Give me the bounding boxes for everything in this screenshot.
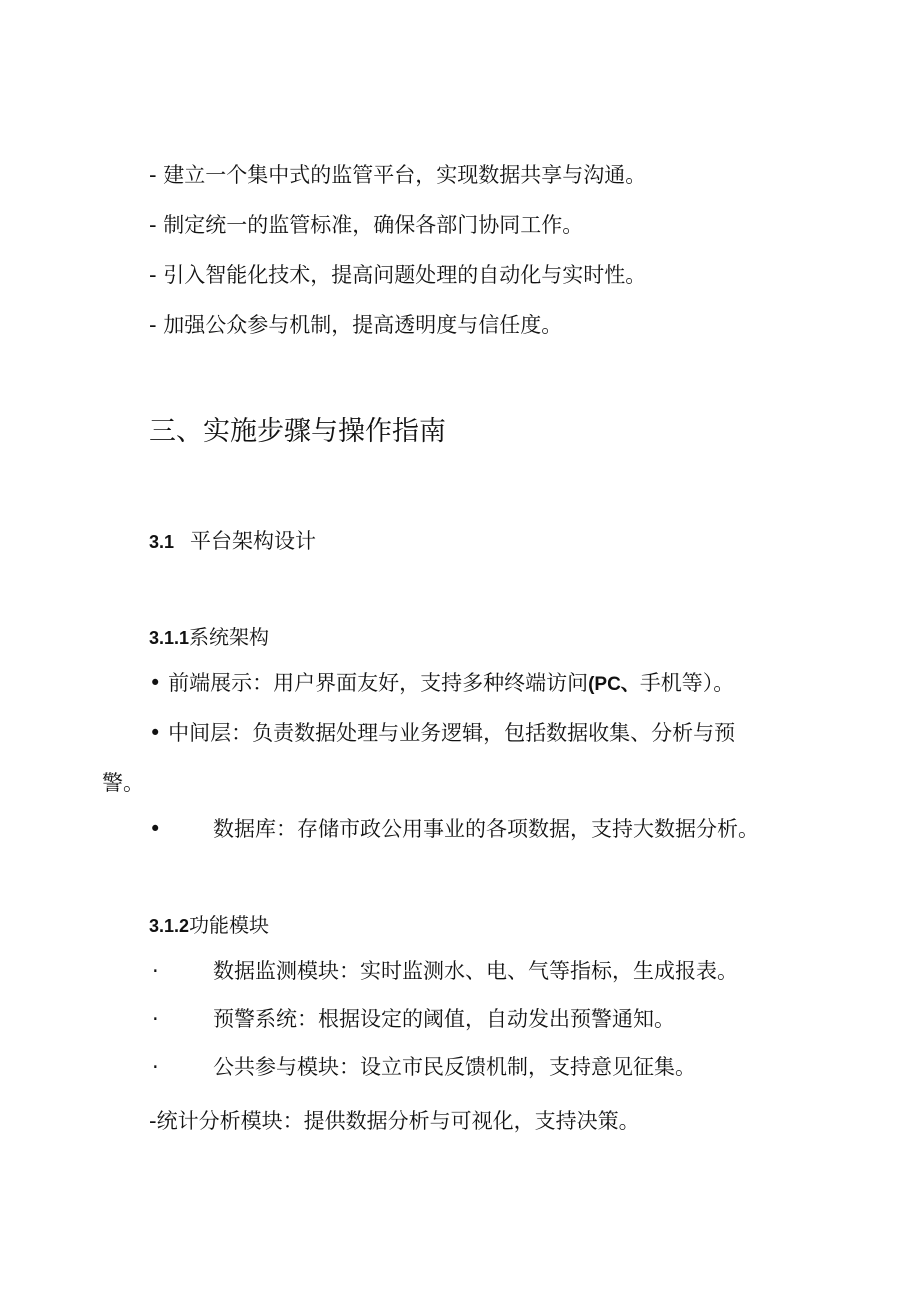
list-item-text: 中间层：负责数据处理与业务逻辑，包括数据收集、分析与预 bbox=[168, 721, 736, 745]
list-item: - 建立一个集中式的监管平台，实现数据共享与沟通。 bbox=[149, 163, 647, 187]
subsection-heading bbox=[149, 526, 316, 557]
list-item bbox=[152, 1052, 696, 1082]
sub-subsection-heading bbox=[149, 910, 269, 941]
sub-subsection-number: 3.1.2 bbox=[149, 916, 190, 936]
list-item: - 引入智能化技术，提高问题处理的自动化与实时性。 bbox=[149, 263, 647, 287]
list-item bbox=[152, 1004, 675, 1034]
sub-subsection-heading bbox=[149, 622, 269, 653]
bullet: • bbox=[149, 671, 162, 695]
list-item bbox=[149, 814, 759, 844]
list-item-text: 手机等）。 bbox=[639, 671, 735, 695]
list-item: -统计分析模块：提供数据分析与可视化，支持决策。 bbox=[149, 1109, 640, 1133]
list-item-continuation: 警。 bbox=[102, 771, 144, 795]
sub-subsection-title: 系统架构 bbox=[189, 625, 270, 649]
sub-subsection-title: 功能模块 bbox=[189, 913, 270, 937]
list-item-text: (PC、 bbox=[588, 674, 640, 695]
list-item bbox=[152, 956, 738, 986]
list-item-text: 数据监测模块：实时监测水、电、气等指标，生成报表。 bbox=[213, 959, 738, 983]
bullet: • bbox=[149, 817, 162, 841]
bullet: · bbox=[152, 1007, 159, 1031]
list-item: - 制定统一的监管标准，确保各部门协同工作。 bbox=[149, 213, 584, 237]
list-item bbox=[149, 668, 734, 700]
list-item: - 加强公众参与机制，提高透明度与信任度。 bbox=[149, 313, 563, 337]
list-item-text: 数据库：存储市政公用事业的各项数据，支持大数据分析。 bbox=[213, 817, 759, 841]
sub-subsection-number: 3.1.1 bbox=[149, 628, 190, 648]
list-item bbox=[149, 718, 735, 748]
list-item-text: 公共参与模块：设立市民反馈机制，支持意见征集。 bbox=[213, 1055, 696, 1079]
bullet: • bbox=[149, 721, 162, 745]
subsection-number: 3.1 bbox=[149, 532, 175, 552]
list-item-text: 前端展示：用户界面友好，支持多种终端访问 bbox=[168, 671, 589, 695]
subsection-title: 平台架构设计 bbox=[190, 529, 317, 553]
bullet: · bbox=[152, 1055, 159, 1079]
bullet: · bbox=[152, 959, 159, 983]
list-item-text: 预警系统：根据设定的阈值，自动发出预警通知。 bbox=[213, 1007, 675, 1031]
section-heading: 三、实施步骤与操作指南 bbox=[149, 416, 446, 447]
